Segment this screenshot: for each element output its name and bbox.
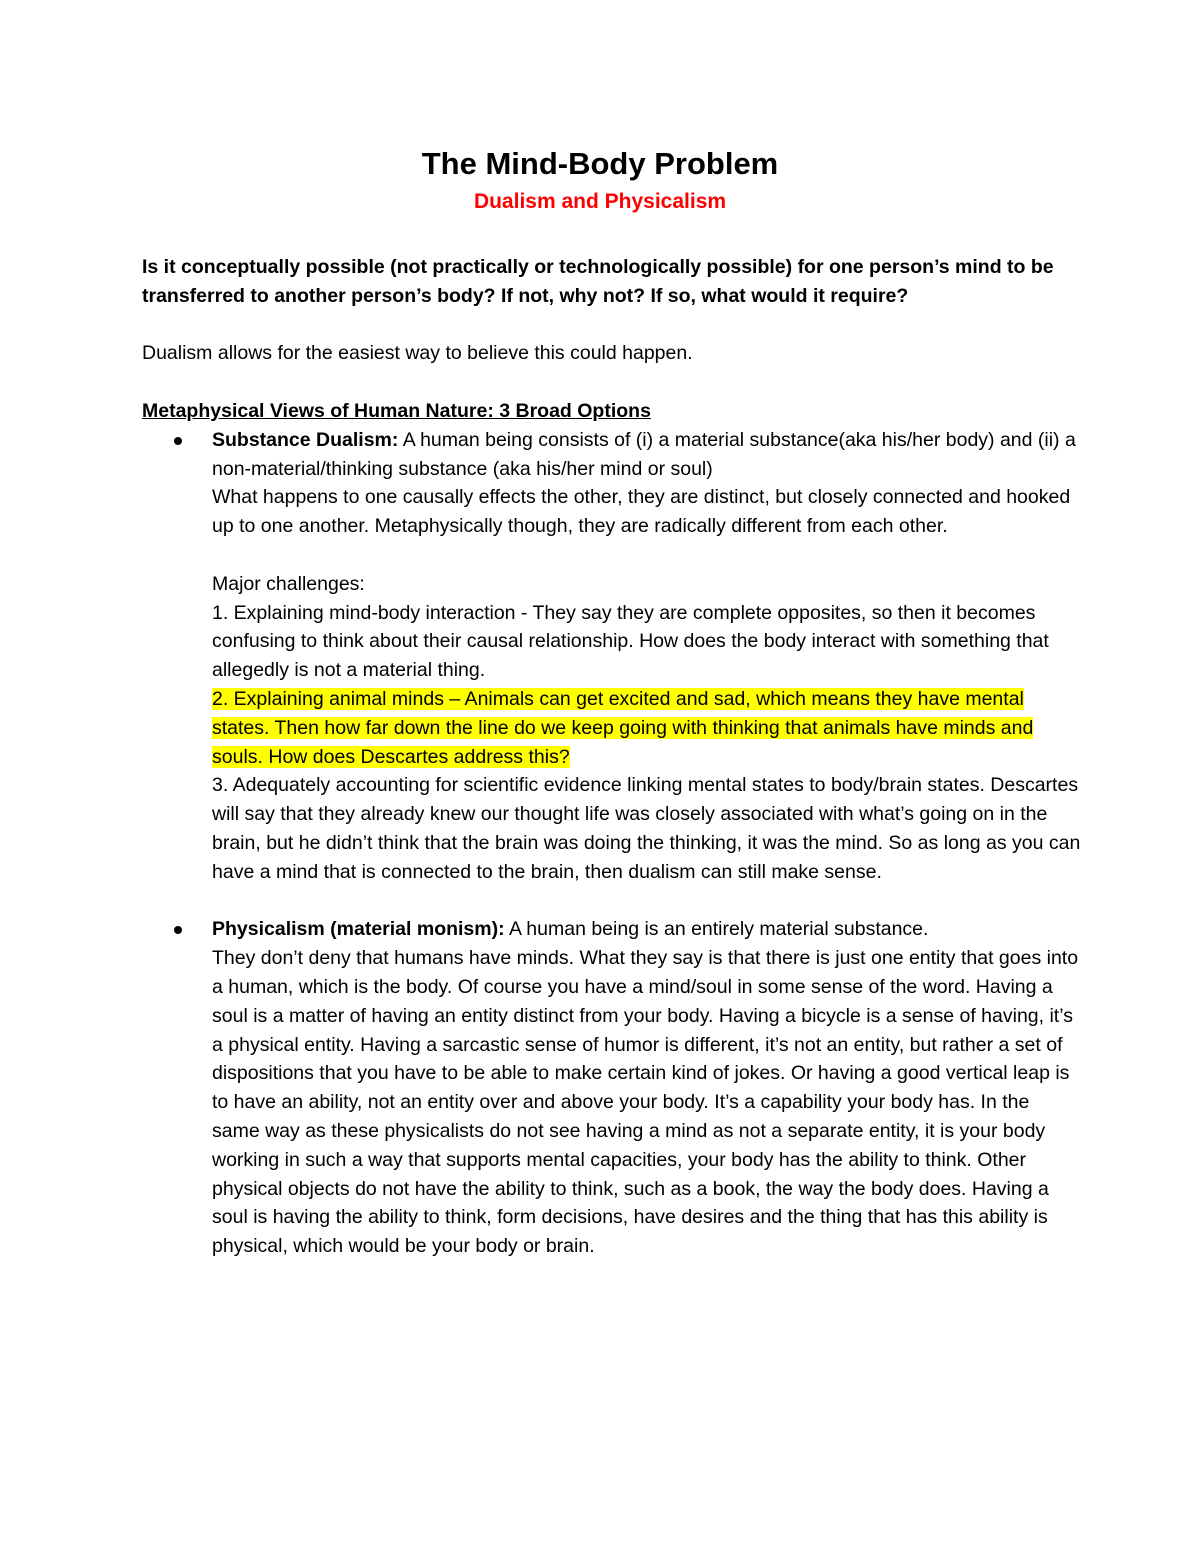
challenge-2 — [212, 685, 1082, 771]
intro-paragraph: Dualism allows for the easiest way to believe this could happen. — [142, 342, 693, 365]
section-heading: Metaphysical Views of Human Nature: 3 Broad Options — [142, 399, 651, 422]
spacer — [142, 311, 1082, 340]
physicalism-explanation: They don’t deny that humans have minds. What they say is that there is just one entity that goes into a human, which is the body. Of course you have a mind/soul in some sense of the word. Having a soul is a matter of having an entity distinct from your body. Having a bicycle is a sense of having, it’s a physical entity. Having a sarcastic sense of humor is different, it’s not an entity, but rather a set of dispositions that you have to be able to make certain kind of jokes. Or having a good vertical leap is to have an ability, not an entity over and above your body. It’s a capability your body has. In the same way as these physicalists do not see having a mind as not a separate entity, it is your body working in such a way that supports mental capacities, your body has the ability to think. Other physical objects do not have the ability to think, such as a book, the way the body does. Having a soul is having the ability to think, form decisions, have desires and the thing that has this ability is physical, which would be your body or brain. — [212, 947, 1079, 1258]
physicalism-definition — [212, 915, 1082, 944]
page-subtitle: Dualism and Physicalism — [473, 190, 727, 213]
spacer — [212, 887, 1082, 916]
physicalism-definition-text: A human being is an entirely material substance. — [504, 918, 929, 941]
document-body — [142, 253, 1082, 1261]
dualism-explanation: What happens to one causally effects the other, they are distinct, but closely connected and hooked up to one another. Metaphysically though, they are radically different from each other. — [212, 486, 1071, 538]
list-item-substance-dualism — [142, 426, 1082, 916]
bullet-icon — [174, 437, 182, 445]
highlighted-challenge-2: 2. Explaining animal minds – Animals can get excited and sad, which means they have mental states. Then how far down the line do we keep going with thinking that animals have minds and souls. How does Descartes address this? — [212, 687, 1034, 768]
options-list — [142, 426, 1082, 1261]
spacer — [142, 368, 1082, 397]
list-item-physicalism — [142, 915, 1082, 1261]
spacer — [212, 541, 1082, 570]
dualism-definition — [212, 426, 1082, 484]
challenges-label: Major challenges: — [212, 572, 365, 595]
opening-question: Is it conceptually possible (not practically or technologically possible) for one person’s mind to be transferred to another person’s body? If not, why not? If so, what would it require? — [142, 256, 1054, 307]
challenge-1: 1. Explaining mind-body interaction - They say they are complete opposites, so then it becomes confusing to think about their causal relationship. How does the body interact with something that allegedly is not a material thing. — [212, 601, 1049, 682]
page-title: The Mind-Body Problem — [421, 146, 779, 181]
bullet-icon — [174, 926, 182, 934]
dualism-term: Substance Dualism: — [212, 428, 399, 451]
challenge-3: 3. Adequately accounting for scientific evidence linking mental states to body/brain states. Descartes will say that they already knew our thought life was closely associated with what’s going on in the brain, but he didn’t think that the brain was doing the thinking, it was the mind. So as long as you can have a mind that is connected to the brain, then dualism can still make sense. — [212, 774, 1081, 883]
physicalism-term: Physicalism (material monism): — [212, 918, 505, 941]
dualism-definition-text: A human being consists of (i) a material substance(aka his/her body) and (ii) a non-material/thinking substance (aka his/her mind or soul) — [212, 428, 1076, 480]
